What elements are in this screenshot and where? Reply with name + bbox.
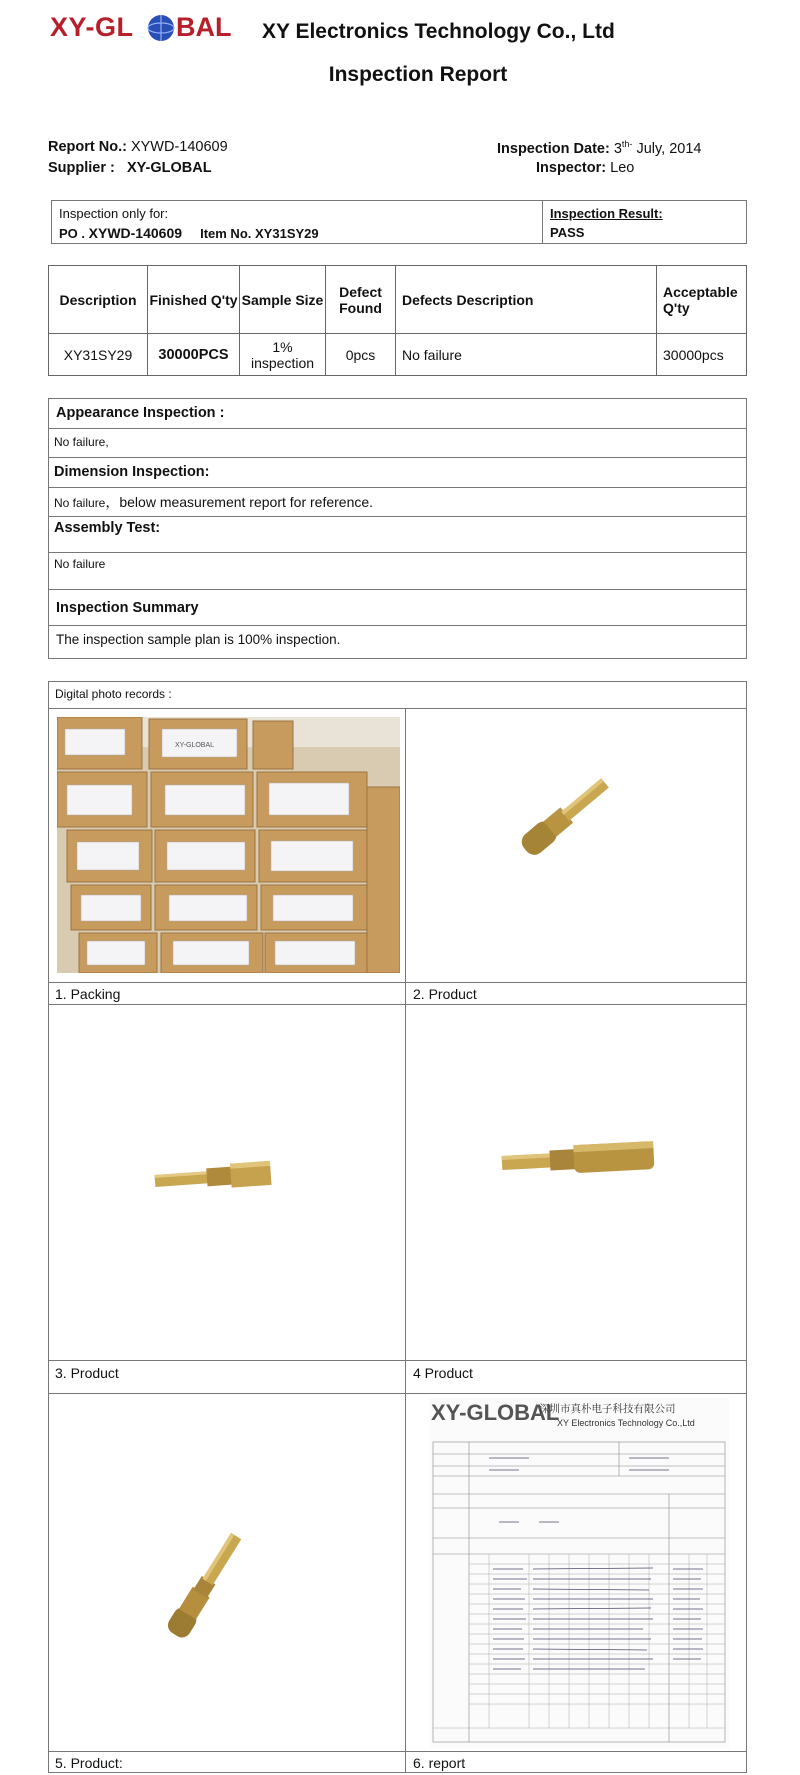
td-defects-description: No failure [396,334,657,376]
report-scan-company-cn: 深圳市真朴电子科技有限公司 [539,1403,676,1415]
td-acceptable-qty: 30000pcs [657,334,747,376]
report-title: Inspection Report [328,63,508,86]
inspection-date: Inspection Date: $3^{th-}$ July, 2014 [497,139,702,157]
inspection-result-value: PASS [550,225,585,240]
svg-text:XY-GL: XY-GL [50,12,134,42]
caption-4: 4 Product [413,1365,473,1381]
inspection-sections [48,398,747,659]
company-name: XY Electronics Technology Co., Ltd [262,20,615,43]
product-photo-3 [50,1005,404,1359]
inspection-only-label: Inspection only for: [59,206,169,221]
caption-5: 5. Product: [55,1755,123,1771]
th-finished-qty: Finished Q'ty [148,266,240,334]
caption-3: 3. Product [55,1365,119,1381]
appearance-body: No failure, [54,435,109,449]
box-label-text: XY-GLOBAL [175,742,215,749]
product-photo-5 [50,1394,404,1750]
th-acceptable-qty: Acceptable Q'ty [657,266,747,334]
summary-heading: Inspection Summary [56,600,199,616]
supplier: Supplier : XY-GLOBAL [48,160,212,176]
th-sample-size: Sample Size [240,266,326,334]
report-no: Report No.: XYWD-140609 [48,139,228,155]
photo-records [48,681,747,1773]
caption-2: 2. Product [413,986,477,1002]
inspection-result-label: Inspection Result: [550,206,663,221]
report-scan-logo: XY-GLOBAL [431,1400,560,1425]
inspection-scope-box [51,200,747,244]
td-description: XY31SY29 [49,334,148,376]
report-scan [429,1398,729,1748]
th-description: Description [49,266,148,334]
assembly-heading: Assembly Test: [54,520,161,536]
summary-body: The inspection sample plan is 100% inspection. [56,632,341,647]
td-sample-size: 1% inspection [240,334,326,376]
dimension-heading: Dimension Inspection: [54,464,210,480]
report-scan-company-en: XY Electronics Technology Co.,Ltd [557,1418,695,1428]
photo-records-heading: Digital photo records : [55,687,172,701]
product-photo-2 [406,709,748,981]
th-defect-found: Defect Found [326,266,396,334]
product-photo-4 [406,1005,748,1359]
th-defects-description: Defects Description [396,266,657,334]
packing-photo [57,717,400,973]
caption-6: 6. report [413,1755,466,1771]
company-logo [48,8,253,48]
inspector: Inspector: Leo [536,160,635,176]
table-header-row [49,266,747,334]
svg-text:BAL: BAL [176,12,232,42]
po-line: PO . XYWD-140609 Item No. XY31SY29 [59,225,319,241]
caption-1: 1. Packing [55,986,121,1002]
table-row [49,334,747,376]
appearance-heading: Appearance Inspection : [56,405,225,421]
dimension-body: No failure，below measurement report for reference. [54,494,374,510]
td-finished-qty: 30000PCS [148,334,240,376]
td-defect-found: 0pcs [326,334,396,376]
assembly-body: No failure [54,557,106,571]
inspection-table [48,265,747,376]
